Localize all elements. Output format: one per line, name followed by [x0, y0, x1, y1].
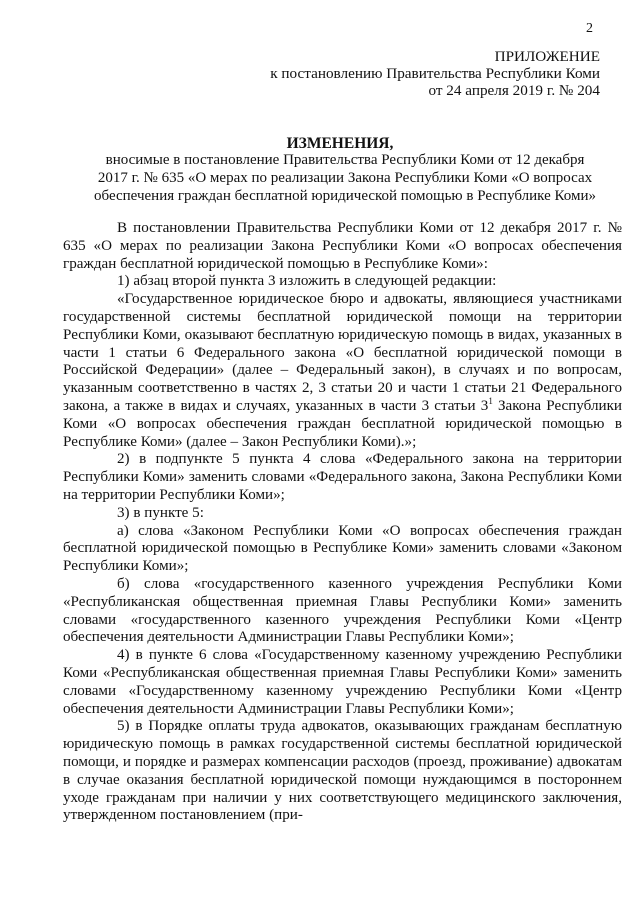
document-title: ИЗМЕНЕНИЯ, — [286, 135, 394, 152]
paragraph-quoted-text — [63, 291, 622, 451]
paragraph-item-4: 4) в пункте 6 слова «Государственному казенному учреждению Республики Коми «Республиканская общественная приемная Главы Республики Коми» заменить словами «Государственному казенному учреждению Республики Коми «Центр обеспечения деятельности Администрации Главы Республики Коми»; — [63, 647, 622, 717]
paragraph-intro: В постановлении Правительства Республики Коми от 12 декабря 2017 г. № 635 «О мерах по реализации Закона Республики Коми «О вопросах обеспечения граждан бесплатной юридической помощью в Республике Коми»: — [63, 220, 622, 272]
appendix-line-2: от 24 апреля 2019 г. № 204 — [428, 82, 600, 99]
document-subtitle — [60, 152, 630, 205]
paragraph-item-3a: а) слова «Законом Республики Коми «О вопросах обеспечения граждан бесплатной юридической помощью в Республике Коми» заменить словами «Законом Республики Коми»; — [63, 522, 622, 575]
paragraph-item-5: 5) в Порядке оплаты труда адвокатов, оказывающих гражданам бесплатную юридическую помощь в рамках государственной системы бесплатной юридической помощи, и порядке и размерах компенсации расходов (проезд, проживание) адвокатам в случае оказания бесплатной юридической помощи нуждающимся в постороннем уходе гражданам при наличии у них соответствующего медицинского заключения, утвержденном постановлением (при- — [63, 718, 622, 824]
paragraph-item-3b: б) слова «государственного казенного учреждения Республики Коми «Республиканская общественная приемная Главы Республики Коми» заменить словами «государственного казенного учреждения Республики Коми «Центр обеспечения деятельности Администрации Главы Республики Коми»; — [63, 575, 622, 646]
document-body — [63, 220, 622, 825]
page-number: 2 — [586, 21, 593, 36]
superscript-note: 1 — [488, 395, 493, 406]
subtitle-line-2: 2017 г. № 635 «О мерах по реализации Закона Республики Коми «О вопросах — [97, 169, 593, 186]
quoted-text-part-2: Закона Республики Коми «О вопросах обеспечения граждан бесплатной юридической помощью в Республике Коми» (далее – Закон Республики Коми).»; — [63, 397, 622, 450]
paragraph-item-2: 2) в подпункте 5 пункта 4 слова «Федерального закона на территории Республики Коми» заменить словами «Федерального закона, Закона Республики Коми на территории Республики Коми»; — [63, 451, 622, 503]
appendix-line-1: к постановлению Правительства Республики Коми — [270, 65, 600, 82]
quoted-text-part-1: «Государственное юридическое бюро и адвокаты, являющиеся участниками государственной системы бесплатной юридической помощи на территории Республики Коми, оказывают бесплатную юридическую помощь в видах, указанных в части 1 статьи 6 Федерального закона «О бесплатной юридической помощи в Российской Федерации» (далее – Федеральный закон), в случаях и по вопросам, указанным соответственно в частях 2, 3 статьи 20 и части 1 статьи 21 Федерального закона, а также в видах и случаях, указанных в части 3 статьи 3 — [63, 291, 622, 414]
subtitle-line-3: обеспечения граждан бесплатной юридической помощью в Республике Коми» — [94, 187, 596, 204]
appendix-title: ПРИЛОЖЕНИЕ — [494, 48, 600, 65]
paragraph-item-3: 3) в пункте 5: — [117, 504, 204, 521]
appendix-block — [270, 48, 600, 99]
paragraph-item-1: 1) абзац второй пункта 3 изложить в следующей редакции: — [117, 273, 497, 290]
subtitle-line-1: вносимые в постановление Правительства Республики Коми от 12 декабря — [105, 152, 585, 168]
